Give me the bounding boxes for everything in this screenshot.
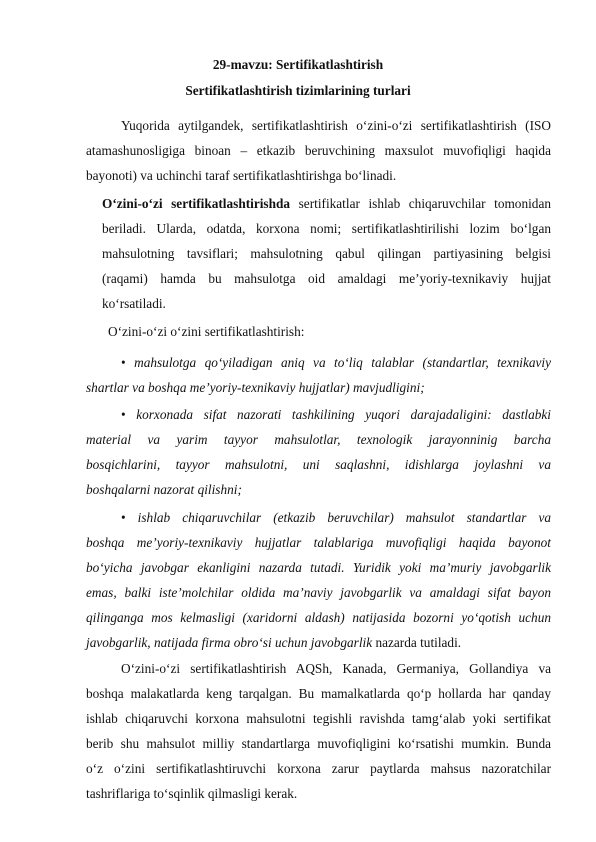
list-intro: O‘zini-o‘zi o‘zini sertifikatlashtirish: <box>108 324 305 339</box>
bullet-icon: • <box>121 407 126 422</box>
definition-term: O‘zini-o‘zi sertifikatlashtirishda <box>102 196 291 211</box>
document-page: 29-mavzu: Sertifikatlashtirish Sertifikatlashtirish tizimlarining turlari Yuqorida aytilgandek, sertifikatlashtirish o‘zini-o‘zi sertifikatlashtirish (ISO atamashunosligiga binoan – etkazib beruvchining maxsulot muvofiqligi haqida bayonoti) va uchinchi taraf sertifikatlashtirishga bo‘linadi. O‘zini-o‘zi sertifikatlashtirishda sertifikatlar ishlab chiqaruvchilar tomonidan beriladi. Ularda, odatda, korxona nomi; sertifikatlashtirilishi lozim bo‘lgan mahsulotning tavsiflari; mahsulotning qabul qilingan partiyasining belgisi (raqami) hamda bu mahsulotga oid amaldagi me’yoriy-texnikaviy hujjat ko‘rsatiladi. O‘zini-o‘zi o‘zini sertifikatlashtirish: • mahsulotga qo‘yiladigan aniq va to‘liq talablar (standartlar, texnikaviy shartlar va boshqa me’yoriy-texnikaviy hujjatlar) mavjudligini; • korxonada sifat nazorati tashkilining yuqori darajadaligini: dastlabki material va yarim tayyor mahsulotlar, texnologik jarayonninig barcha bosqichlarini, tayyor mahsulotni, uni saqlashni, idishlarga joylashni va boshqalarni nazorat qilishni; • ishlab chiqaruvchilar (etkazib beruvchilar) mahsulot standartlar va boshqa me’yoriy-texnikaviy hujjatlar talablariga muvofiqligi haqida bayonot bo‘yicha javobgar ekanligini nazarda tutadi. Yuridik yoki ma’muriy javobgarlik emas, balki iste’molchilar oldida ma’naviy javobgarlik va amaldagi sifat bayon qilinganga mos kelmasligi (xaridorni aldash) natijasida bozorni yo‘qotish uchun javobgarlik, natijada firma obro‘si uchun javobgarlik nazarda tutiladi. O‘zini-o‘zi sertifikatlashtirish AQSh, Kanada, Germaniya, Gollandiya va boshqa malakatlarda keng tarqalgan. Bu mamalkatlarda qo‘p hollarda har qanday ishlab chiqaruvchi korxona mahsulotni tegishli ravishda tamg‘alab yoki sertifikat berib shu mahsulot milliy standartlarga muvofiqligini ko‘rsatishi mumkin. Bunda o‘z o‘zini sertifikatlashtiruvchi korxona zarur paytlarda mahsus nazoratchilar tashriflariga to‘sqinlik qilmasligi kerak. <box>0 0 596 842</box>
bullet-icon: • <box>121 510 126 525</box>
bullet-icon: • <box>121 355 126 370</box>
section-subtitle: Sertifikatlashtirish tizimlarining turlari <box>185 83 411 98</box>
topic-title: 29-mavzu: Sertifikatlashtirish <box>212 57 384 72</box>
